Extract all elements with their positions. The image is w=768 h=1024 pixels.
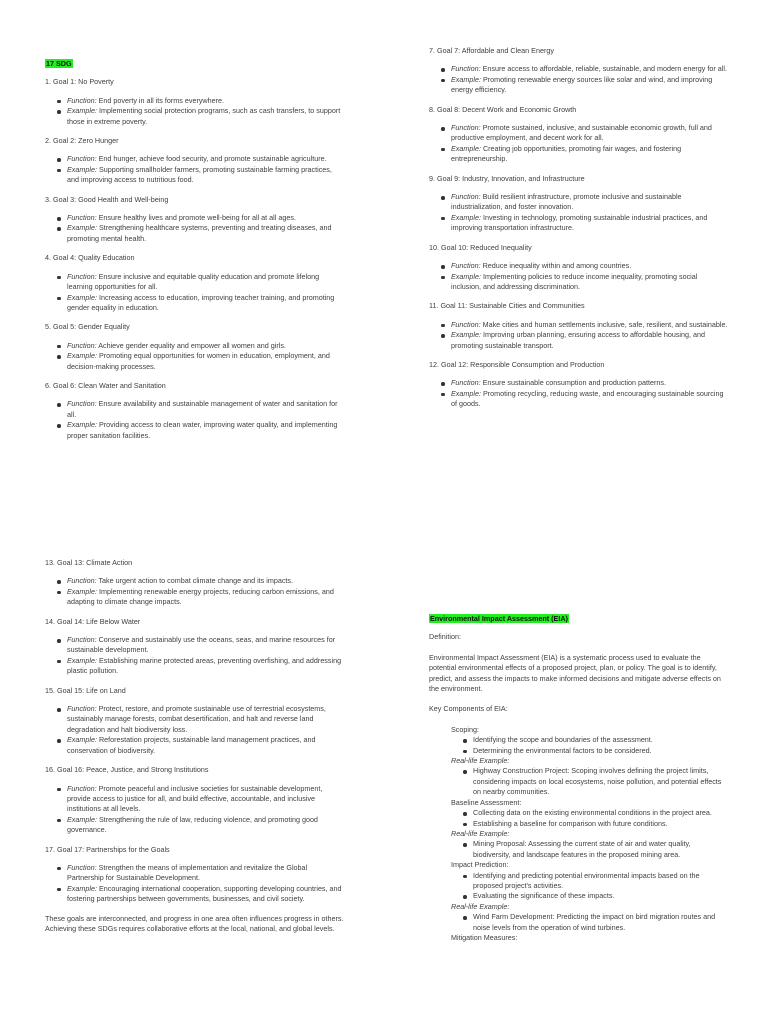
goal-example-label: Example: (67, 292, 97, 302)
eia-example-list (451, 766, 729, 797)
goal-title: 6. Goal 6: Clean Water and Sanitation (45, 380, 166, 390)
goal-example-text: Encouraging international cooperation, supporting developing countries, and fostering partnerships between governments, businesses, and civil society. (67, 883, 342, 904)
goal-details-list (45, 213, 345, 244)
goal-function-item (451, 378, 729, 388)
goal-function-label: Function: (451, 319, 481, 329)
sdg-heading: 17 SDG (46, 59, 72, 68)
goal-details-list (429, 320, 729, 351)
goal-function-label: Function: (67, 783, 97, 793)
eia-point: Evaluating the significance of these impacts. (473, 891, 729, 901)
goal-example-label: Example: (67, 814, 97, 824)
goal-function-label: Function: (67, 576, 97, 586)
goal-example-label: Example: (67, 735, 97, 745)
goal-example-item (67, 815, 345, 836)
eia-column (429, 614, 729, 943)
eia-component-name: Baseline Assessment: (451, 797, 522, 807)
goal-example-item (67, 420, 345, 441)
goal-function-item (67, 704, 345, 735)
goal-example-label: Example: (451, 74, 481, 84)
goal-example-item (451, 389, 729, 410)
goal-function-item (67, 96, 345, 106)
goal-title: 1. Goal 1: No Poverty (45, 77, 114, 87)
goal-example-item (67, 165, 345, 186)
goal-example-text: Creating job opportunities, promoting fair wages, and fostering entrepreneurship. (451, 143, 682, 164)
goal-function-label: Function: (67, 704, 97, 714)
goal-example-text: Establishing marine protected areas, preventing overfishing, and addressing plastic pollution. (67, 655, 342, 676)
goal-function-text: Conserve and sustainably use the oceans, seas, and marine resources for sustainable development. (67, 635, 336, 655)
goal-example-item (451, 75, 729, 96)
sdg-column-3 (45, 558, 345, 944)
goal-example-label: Example: (67, 586, 97, 596)
eia-component-points (451, 808, 729, 829)
eia-definition: Environmental Impact Assessment (EIA) is a systematic process used to evaluate the potential environmental effects of a proposed project, plan, or policy. The goal is to identify, predict, and assess the impacts to make informed decisions and mitigate adverse effects on the environment. (429, 652, 721, 694)
goal-example-label: Example: (67, 351, 97, 361)
goal-example-text: Strengthening the rule of law, reducing violence, and promoting good governance. (67, 814, 318, 835)
eia-example-text: Highway Construction Project: Scoping involves defining the project limits, considering impacts on local ecosystems, noise pollution, and potential effects on nearby communities. (473, 766, 729, 797)
sdg-column-1 (45, 59, 345, 450)
eia-example-label: Real-life Example: (451, 901, 510, 911)
goal-example-item (451, 272, 729, 293)
goal-example-label: Example: (67, 655, 97, 665)
goal-title: 5. Goal 5: Gender Equality (45, 322, 130, 332)
goal-function-label: Function: (451, 378, 481, 388)
goal-example-text: Implementing renewable energy projects, reducing carbon emissions, and adapting to climate change impacts. (67, 586, 334, 607)
goal-example-text: Promoting renewable energy sources like solar and wind, and improving energy efficiency. (451, 74, 713, 95)
goal-function-text: Reduce inequality within and among countries. (482, 261, 632, 271)
goal-function-item (67, 635, 345, 656)
goal-function-text: Ensure inclusive and equitable quality education and promote lifelong learning opportunities for all. (67, 271, 320, 292)
goal-details-list (429, 123, 729, 165)
goal-example-text: Promoting recycling, reducing waste, and encouraging sustainable sourcing of goods. (451, 388, 724, 409)
eia-point: Identifying and predicting potential environmental impacts based on the proposed project's activities. (473, 871, 729, 892)
eia-example-list (451, 839, 729, 860)
goal-function-text: Strengthen the means of implementation and revitalize the Global Partnership for Sustainable Development. (67, 862, 308, 883)
goal-example-text: Providing access to clean water, improving water quality, and implementing proper sanitation facilities. (67, 420, 338, 440)
goal-details-list (45, 341, 345, 372)
goal-example-item (67, 351, 345, 372)
goal-example-item (67, 656, 345, 677)
goal-example-label: Example: (451, 271, 481, 281)
goal-title: 7. Goal 7: Affordable and Clean Energy (429, 46, 554, 55)
goal-example-text: Strengthening healthcare systems, preventing and treating diseases, and promoting mental health. (67, 223, 332, 243)
goal-example-item (67, 223, 345, 244)
goal-example-text: Supporting smallholder farmers, promoting sustainable farming practices, and improving access to nutritious food. (67, 164, 332, 185)
goal-title: 14. Goal 14: Life Below Water (45, 616, 141, 626)
goal-example-text: Investing in technology, promoting sustainable industrial practices, and improving transportation infrastructure. (451, 212, 708, 233)
goal-function-item (67, 213, 345, 223)
goal-function-label: Function: (67, 271, 97, 281)
goal-example-item (451, 330, 729, 351)
goal-details-list (45, 399, 345, 441)
goal-function-item (67, 576, 345, 586)
goal-function-item (67, 272, 345, 293)
goal-function-label: Function: (451, 192, 481, 202)
goal-function-label: Function: (451, 64, 481, 74)
goal-title: 16. Goal 16: Peace, Justice, and Strong Institutions (45, 765, 209, 775)
goal-function-label: Function: (67, 862, 97, 872)
goal-function-item (67, 784, 345, 815)
eia-components-label: Key Components of EIA: (429, 704, 508, 714)
goal-function-text: Ensure access to affordable, reliable, sustainable, and modern energy for all. (482, 64, 727, 74)
goal-function-label: Function: (67, 213, 97, 223)
goal-details-list (45, 635, 345, 677)
goal-function-text: Promote peaceful and inclusive societies for sustainable development, provide access to justice for all, and build effective, accountable, and inclusive institutions at all levels. (67, 783, 323, 814)
goal-function-text: Protect, restore, and promote sustainable use of terrestrial ecosystems, sustainably manage forests, combat desertification, and halt and reverse land degradation and halt biodiversity loss. (67, 704, 326, 734)
goal-example-label: Example: (67, 223, 97, 233)
sdg-closing-paragraph: These goals are interconnected, and progress in one area often influences progress in others. Achieving these SDGs requires collaborative efforts at the local, national, and global levels. (45, 913, 344, 933)
goal-function-item (451, 123, 729, 144)
goal-function-label: Function: (451, 261, 481, 271)
goal-function-label: Function: (451, 123, 481, 133)
eia-example-text: Wind Farm Development: Predicting the impact on bird migration routes and noise levels from the operation of wind turbines. (473, 912, 729, 933)
goal-function-text: Take urgent action to combat climate change and its impacts. (98, 576, 294, 586)
goal-function-text: Build resilient infrastructure, promote inclusive and sustainable industrialization, and foster innovation. (451, 192, 682, 212)
goal-example-text: Reforestation projects, sustainable land management practices, and conservation of biodiversity. (67, 735, 316, 755)
goal-title: 10. Goal 10: Reduced Inequality (429, 242, 532, 252)
goal-example-label: Example: (451, 330, 481, 340)
goal-example-text: Promoting equal opportunities for women in education, employment, and decision-making processes. (67, 351, 330, 371)
goal-function-text: Achieve gender equality and empower all women and girls. (98, 340, 286, 350)
eia-point: Collecting data on the existing environmental conditions in the project area. (473, 808, 729, 818)
goal-function-item (451, 64, 729, 74)
eia-point: Establishing a baseline for comparison with future conditions. (473, 819, 729, 829)
goal-title: 3. Goal 3: Good Health and Well-being (45, 194, 169, 204)
eia-example-label: Real-life Example: (451, 828, 510, 838)
goal-title: 11. Goal 11: Sustainable Cities and Communities (429, 301, 585, 311)
sdg-column-2 (429, 46, 729, 419)
goal-function-item (451, 261, 729, 271)
goal-example-text: Implementing social protection programs, such as cash transfers, to support those in extreme poverty. (67, 106, 341, 126)
goal-function-label: Function: (67, 154, 97, 164)
goal-function-label: Function: (67, 340, 97, 350)
goal-function-text: Ensure sustainable consumption and production patterns. (482, 378, 666, 388)
goal-details-list (45, 704, 345, 756)
goal-function-item (451, 192, 729, 213)
goal-example-text: Increasing access to education, improving teacher training, and promoting gender equality in education. (67, 292, 335, 312)
eia-component-name: Mitigation Measures: (451, 932, 518, 942)
goal-example-label: Example: (67, 883, 97, 893)
eia-heading: Environmental Impact Assessment (EIA) (430, 614, 568, 623)
goal-example-text: Implementing policies to reduce income inequality, promoting social inclusion, and addressing discrimination. (451, 271, 698, 291)
goal-example-label: Example: (67, 164, 97, 174)
eia-example-text: Mining Proposal: Assessing the current state of air and water quality, biodiversity, and landscape features in the proposed mining area. (473, 839, 729, 860)
goal-function-text: End hunger, achieve food security, and promote sustainable agriculture. (98, 154, 327, 164)
goal-function-text: Ensure healthy lives and promote well-being for all at all ages. (98, 213, 296, 223)
goal-details-list (429, 261, 729, 292)
eia-component-points (451, 871, 729, 902)
eia-point: Identifying the scope and boundaries of the assessment. (473, 735, 729, 745)
goal-function-text: End poverty in all its forms everywhere. (98, 95, 225, 105)
goal-function-text: Make cities and human settlements inclusive, safe, resilient, and sustainable. (482, 319, 728, 329)
goal-function-item (67, 154, 345, 164)
goal-function-item (67, 863, 345, 884)
goal-title: 9. Goal 9: Industry, Innovation, and Infrastructure (429, 173, 585, 183)
goal-title: 12. Goal 12: Responsible Consumption and Production (429, 359, 605, 369)
goal-example-label: Example: (451, 212, 481, 222)
goal-title: 17. Goal 17: Partnerships for the Goals (45, 844, 170, 854)
eia-example-list (451, 912, 729, 933)
eia-component-name: Impact Prediction: (451, 860, 509, 870)
goal-details-list (45, 96, 345, 127)
goal-title: 8. Goal 8: Decent Work and Economic Growth (429, 104, 577, 114)
eia-component-name: Scoping: (451, 724, 479, 734)
goal-example-item (67, 106, 345, 127)
goal-example-text: Improving urban planning, ensuring access to affordable housing, and promoting sustainable transport. (451, 330, 705, 350)
goal-example-item (451, 144, 729, 165)
goal-details-list (45, 272, 345, 314)
goal-title: 2. Goal 2: Zero Hunger (45, 136, 119, 146)
goal-function-item (67, 399, 345, 420)
goal-details-list (45, 863, 345, 905)
goal-details-list (45, 576, 345, 607)
goal-function-text: Ensure availability and sustainable management of water and sanitation for all. (67, 399, 338, 419)
goal-function-text: Promote sustained, inclusive, and sustainable economic growth, full and productive employment, and decent work for all. (451, 123, 712, 143)
eia-point: Determining the environmental factors to be considered. (473, 746, 729, 756)
eia-definition-label: Definition: (429, 632, 461, 642)
goal-example-item (451, 213, 729, 234)
goal-details-list (45, 154, 345, 185)
goal-example-label: Example: (67, 106, 97, 116)
goal-details-list (429, 192, 729, 234)
goal-example-label: Example: (451, 388, 481, 398)
goal-example-label: Example: (67, 420, 97, 430)
goal-example-item (67, 587, 345, 608)
goal-details-list (429, 64, 729, 95)
eia-components (429, 725, 729, 944)
eia-example-label: Real-life Example: (451, 756, 510, 766)
goal-title: 13. Goal 13: Climate Action (45, 558, 133, 567)
goal-function-label: Function: (67, 635, 97, 645)
goal-details-list (429, 378, 729, 409)
goal-details-list (45, 784, 345, 836)
goal-example-item (67, 884, 345, 905)
goal-function-label: Function: (67, 95, 97, 105)
goal-example-item (67, 293, 345, 314)
eia-component-points (451, 735, 729, 756)
goal-function-item (67, 341, 345, 351)
goal-title: 4. Goal 4: Quality Education (45, 253, 135, 263)
goal-function-item (451, 320, 729, 330)
goal-function-label: Function: (67, 399, 97, 409)
goal-example-label: Example: (451, 143, 481, 153)
goal-title: 15. Goal 15: Life on Land (45, 685, 126, 695)
goal-example-item (67, 735, 345, 756)
